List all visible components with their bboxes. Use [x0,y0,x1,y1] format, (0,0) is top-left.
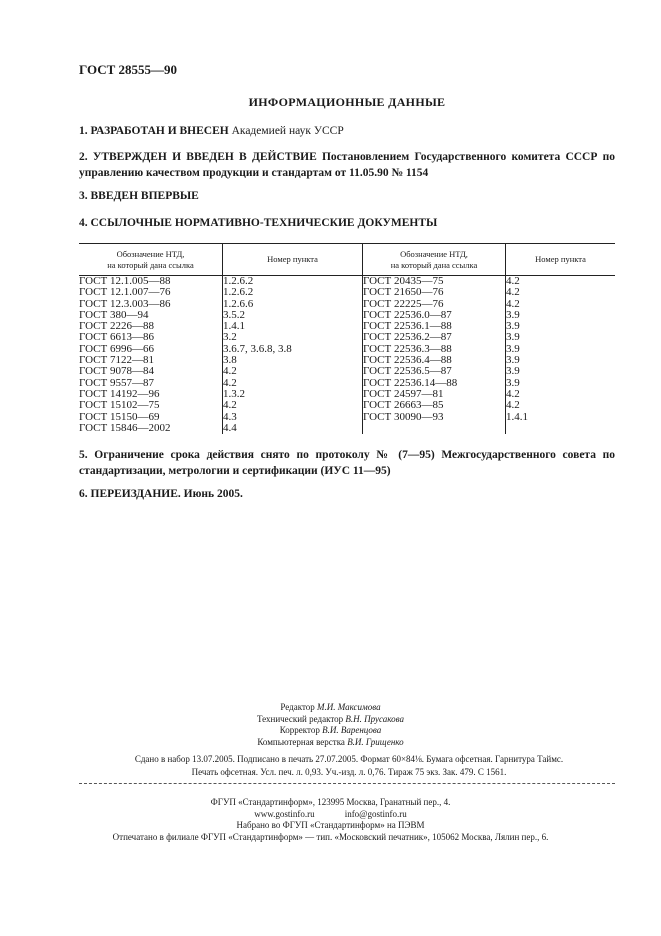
reference-clause: 3.5.2 [223,308,245,321]
item-4 [79,215,615,231]
item-bold-text: УТВЕРЖДЕН И ВВЕДЕН В ДЕЙСТВИЕ [92,151,317,163]
item-number: 6. [79,488,88,500]
right-designations [363,276,506,435]
item-bold-text: ВВЕДЕН ВПЕРВЫЕ [90,190,199,202]
publisher-info [0,797,661,843]
dashed-divider [79,783,615,784]
reference-clause: 1.4.1 [506,410,528,423]
staff-row [0,714,661,726]
reference-designation: ГОСТ 12.3.003—86 [79,297,171,310]
publisher-printed: Отпечатано в филиале ФГУП «Стандартинформ» — тип. «Московский печатник», 105062 Москва, Лялин пер., 6. [112,831,549,842]
item-number: 5. [79,449,88,461]
reference-designation: ГОСТ 22536.4—88 [363,354,452,367]
reference-designation: ГОСТ 30090—93 [363,410,444,423]
staff-row [0,702,661,714]
reference-designation: ГОСТ 26663—85 [363,399,444,412]
reference-clause: 3.9 [506,320,520,333]
reference-clause: 3.9 [506,342,520,355]
reference-designation: ГОСТ 9557—87 [79,376,154,389]
reference-clause: 4.2 [506,387,520,400]
reference-designation: ГОСТ 15102—75 [79,399,160,412]
reference-designation: ГОСТ 7122—81 [79,354,154,367]
reference-designation: ГОСТ 2226—88 [79,320,154,333]
reference-clause: 4.2 [506,297,520,310]
document-code: ГОСТ 28555—90 [79,62,178,77]
reference-designation: ГОСТ 380—94 [79,308,149,321]
reference-designation: ГОСТ 6996—66 [79,342,154,355]
item-number: 4. [79,217,88,229]
staff-name: В.И. Грищенко [347,736,404,747]
reference-clause: 4.2 [506,286,520,299]
publisher-address: ФГУП «Стандартинформ», 123995 Москва, Гранатный пер., 4. [210,797,451,807]
reference-clause: 1.2.6.6 [223,297,254,310]
reference-clause: 4.2 [223,365,237,378]
item-number: 3. [79,190,88,202]
item-bold-text: РАЗРАБОТАН И ВНЕСЕН [90,125,229,137]
reference-clause: 1.4.1 [223,320,245,333]
item-bold-text: ПЕРЕИЗДАНИЕ. Июнь 2005. [90,488,243,500]
item-6 [79,486,615,502]
header-line-2: на который дана ссылка [390,259,478,270]
header-clause-left: Номер пункта [223,244,363,276]
publisher-contacts [0,809,661,821]
reference-designation: ГОСТ 6613—86 [79,331,154,344]
header-designation-left [79,244,223,276]
reference-designation: ГОСТ 22536.3—88 [363,342,452,355]
item-3 [79,188,615,204]
staff-role: Редактор [280,702,315,712]
staff-row [0,725,661,737]
references-table [79,243,615,434]
header-clause-right: Номер пункта [506,244,616,276]
reference-clause: 4.2 [506,399,520,412]
reference-designation: ГОСТ 22536.1—88 [363,320,452,333]
item-bold-text: ССЫЛОЧНЫЕ НОРМАТИВНО-ТЕХНИЧЕСКИЕ ДОКУМЕНТЫ [90,217,438,229]
reference-designation: ГОСТ 22536.5—87 [363,365,452,378]
publisher-email: info@gostinfo.ru [344,808,407,819]
reference-designation: ГОСТ 12.1.007—76 [79,286,171,299]
staff-role: Технический редактор [256,713,344,724]
reference-designation: ГОСТ 15846—2002 [79,421,171,434]
staff-name: В.И. Варенцова [322,725,382,735]
reference-clause: 3.9 [506,331,520,344]
header-line-1: Обозначение НТД, [116,249,185,259]
item-bold-text: Ограничение срока действия снято по протоколу № (7—95) Межгосударственного совета по стандартизации, метрологии и сертификации (ИУС 11—95) [79,449,615,477]
reference-designation: ГОСТ 21650—76 [363,286,444,299]
left-clauses [223,276,363,435]
reference-clause: 4.2 [506,275,520,287]
reference-designation: ГОСТ 22225—76 [363,297,444,310]
reference-clause: 3.6.7, 3.6.8, 3.8 [223,342,292,355]
item-2 [79,149,615,181]
reference-clause: 4.2 [223,376,237,389]
item-number: 2. [79,151,88,163]
reference-designation: ГОСТ 12.1.005—88 [79,275,171,287]
item-5 [79,447,615,479]
left-designations [79,276,223,435]
reference-designation: ГОСТ 22536.14—88 [363,376,458,389]
print-info-line-1: Сдано в набор 13.07.2005. Подписано в печать 27.07.2005. Формат 60×84⅛. Бумага офсетная. Гарнитура Таймс. [134,754,564,764]
reference-clause: 1.3.2 [223,387,245,400]
reference-designation: ГОСТ 22536.0—87 [363,308,452,321]
right-clauses [506,276,616,435]
reference-clause: 4.3 [223,410,237,423]
staff-name: М.И. Максимова [317,702,381,712]
staff-row [0,737,661,749]
item-1 [79,123,615,139]
item-text: Постановлением Государственного комитета СССР по управлению качеством продукции и стандартам от 11.05.90 № 1154 [79,151,616,179]
reference-designation: ГОСТ 9078—84 [79,365,154,378]
reference-designation: ГОСТ 15150—69 [79,410,160,423]
reference-clause: 4.4 [223,421,237,434]
staff-role: Корректор [279,725,320,735]
reference-clause: 3.9 [506,354,520,367]
section-heading: ИНФОРМАЦИОННЫЕ ДАННЫЕ [248,95,446,109]
reference-clause: 3.2 [223,331,237,344]
staff-credits [0,702,661,748]
print-info-line-2: Печать офсетная. Усл. печ. л. 0,93. Уч.-изд. л. 0,76. Тираж 75 экз. Зак. 479. С 1561. [191,767,507,777]
reference-clause: 3.9 [506,308,520,321]
header-line-2: на который дана ссылка [107,259,194,270]
reference-clause: 1.2.6.2 [223,275,254,287]
item-number: 1. [79,125,88,137]
reference-designation: ГОСТ 14192—96 [79,387,160,400]
reference-designation: ГОСТ 22536.2—87 [363,331,452,344]
reference-clause: 3.9 [506,376,520,389]
header-designation-right [363,244,506,276]
header-line-1: Обозначение НТД, [400,249,468,259]
staff-role: Компьютерная верстка [257,736,345,747]
publisher-typeset: Набрано во ФГУП «Стандартинформ» на ПЭВМ [236,820,425,830]
reference-clause: 3.9 [506,365,520,378]
publisher-website: www.gostinfo.ru [254,808,315,819]
reference-designation: ГОСТ 20435—75 [363,275,444,287]
reference-clause: 4.2 [223,399,237,412]
reference-clause: 1.2.6.2 [223,286,254,299]
reference-clause: 3.8 [223,354,237,367]
reference-designation: ГОСТ 24597—81 [363,387,444,400]
item-text: Академией наук УССР [228,125,344,137]
staff-name: В.Н. Прусакова [345,713,405,724]
